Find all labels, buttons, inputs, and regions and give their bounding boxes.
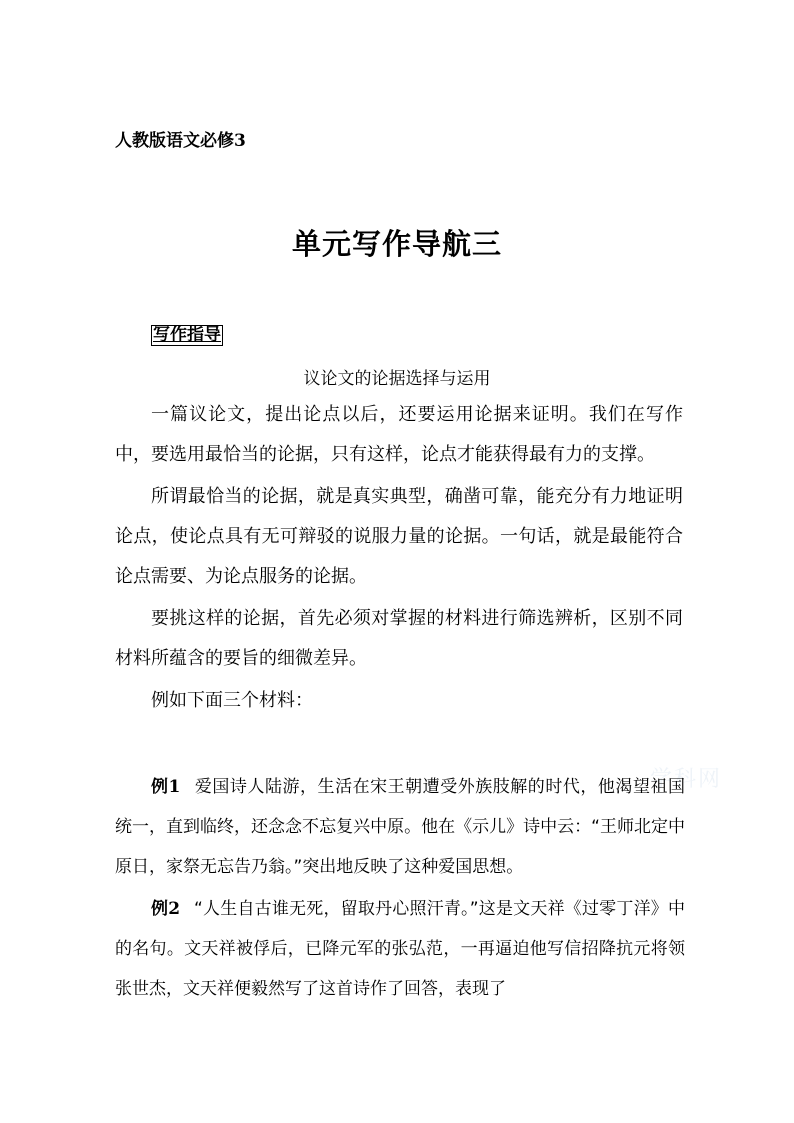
- example-1-label: 例1: [151, 777, 181, 797]
- watermark-logo: 学科网: [650, 767, 723, 792]
- example-2: [115, 889, 685, 1009]
- section-label: 写作指导: [153, 325, 221, 345]
- example-1-text: 爱国诗人陆游，生活在宋王朝遭受外族肢解的时代，他渴望祖国统一，直到临终，还念念不忘复兴中原。他在《示儿》诗中云：“王师北定中原日，家祭无忘告乃翁。”突出地反映了这种爱国思想。: [115, 777, 685, 877]
- paragraph-1: 一篇议论文，提出论点以后，还要运用论据来证明。我们在写作中，要选用最恰当的论据，只有这样，论点才能获得最有力的支撑。: [115, 404, 683, 465]
- example-2-label: 例2: [151, 899, 181, 919]
- paragraph-3: 要挑这样的论据，首先必须对掌握的材料进行筛选辨析，区别不同材料所蕴含的要旨的细微差异。: [115, 608, 683, 669]
- page-title: 单元写作导航三: [291, 227, 502, 261]
- example-1: [115, 767, 685, 887]
- article-subtitle: 议论文的论据选择与运用: [303, 369, 491, 389]
- paragraph-4: 例如下面三个材料：: [151, 690, 313, 711]
- example-2-text: “人生自古谁无死，留取丹心照汗青。”这是文天祥《过零丁洋》中的名句。文天祥被俘后，已降元军的张弘范，一再逼迫他写信招降抗元将领张世杰，文天祥便毅然写了这首诗作了回答，表现了: [115, 899, 685, 999]
- book-header: 人教版语文必修3: [115, 131, 246, 151]
- paragraph-2: 所谓最恰当的论据，就是真实典型，确凿可靠，能充分有力地证明论点，使论点具有无可辩驳的说服力量的论据。一句话，就是最能符合论点需要、为论点服务的论据。: [115, 486, 683, 587]
